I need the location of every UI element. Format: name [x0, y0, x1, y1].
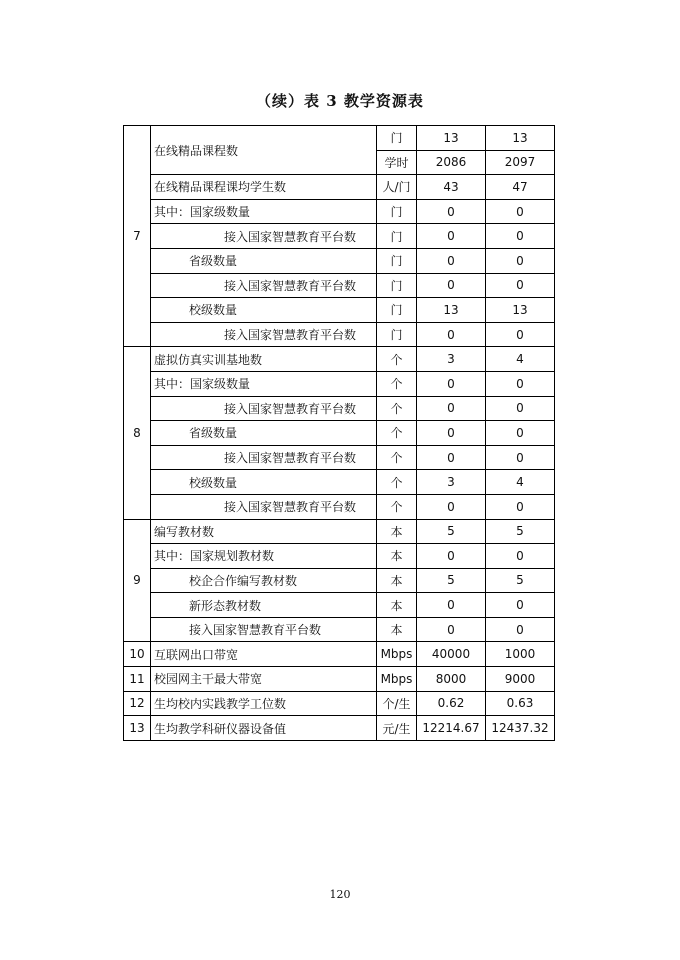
unit-cell: 门 [377, 273, 417, 298]
unit-cell: 个 [377, 371, 417, 396]
table-row [124, 371, 555, 396]
item-name: 生均教学科研仪器设备值 [151, 716, 377, 741]
item-name: 新形态教材数 [151, 593, 377, 618]
item-name: 接入国家智慧教育平台数 [151, 494, 377, 519]
value-cell: 0 [417, 322, 486, 347]
value-cell: 0 [486, 544, 555, 569]
item-name: 接入国家智慧教育平台数 [151, 396, 377, 421]
value-cell: 0 [417, 396, 486, 421]
row-sequence-number: 13 [124, 716, 151, 741]
table-row [124, 544, 555, 569]
value-cell: 0 [417, 593, 486, 618]
item-name: 在线精品课程课均学生数 [151, 175, 377, 200]
item-name: 其中：国家级数量 [151, 199, 377, 224]
value-cell: 0 [417, 371, 486, 396]
table-row [124, 667, 555, 692]
item-name: 在线精品课程数 [151, 126, 377, 175]
value-cell: 0.62 [417, 691, 486, 716]
row-sequence-number: 7 [124, 126, 151, 347]
unit-cell: 门 [377, 248, 417, 273]
value-cell: 0 [486, 593, 555, 618]
value-cell: 2086 [417, 150, 486, 175]
table-row [124, 617, 555, 642]
value-cell: 43 [417, 175, 486, 200]
unit-cell: 个 [377, 421, 417, 446]
value-cell: 0 [486, 445, 555, 470]
row-sequence-number: 10 [124, 642, 151, 667]
value-cell: 8000 [417, 667, 486, 692]
value-cell: 40000 [417, 642, 486, 667]
table-row [124, 396, 555, 421]
value-cell: 0 [486, 273, 555, 298]
value-cell: 5 [417, 568, 486, 593]
value-cell: 0 [417, 617, 486, 642]
value-cell: 0 [417, 273, 486, 298]
value-cell: 4 [486, 347, 555, 372]
value-cell: 0 [486, 494, 555, 519]
item-name: 校园网主干最大带宽 [151, 667, 377, 692]
value-cell: 3 [417, 347, 486, 372]
table-row [124, 224, 555, 249]
value-cell: 12214.67 [417, 716, 486, 741]
value-cell: 0 [417, 494, 486, 519]
unit-cell: 门 [377, 224, 417, 249]
item-name: 接入国家智慧教育平台数 [151, 445, 377, 470]
item-name: 接入国家智慧教育平台数 [151, 322, 377, 347]
item-name: 其中：国家规划教材数 [151, 544, 377, 569]
value-cell: 0 [486, 224, 555, 249]
item-name: 校级数量 [151, 298, 377, 323]
value-cell: 0 [486, 421, 555, 446]
row-sequence-number: 11 [124, 667, 151, 692]
row-sequence-number: 12 [124, 691, 151, 716]
unit-cell: 个 [377, 470, 417, 495]
unit-cell: Mbps [377, 642, 417, 667]
value-cell: 13 [417, 298, 486, 323]
item-name: 编写教材数 [151, 519, 377, 544]
unit-cell: 本 [377, 544, 417, 569]
page-number: 120 [329, 888, 351, 901]
item-name: 省级数量 [151, 421, 377, 446]
value-cell: 0 [417, 248, 486, 273]
unit-cell: 本 [377, 519, 417, 544]
value-cell: 0 [417, 421, 486, 446]
unit-cell: 学时 [377, 150, 417, 175]
item-name: 其中：国家级数量 [151, 371, 377, 396]
item-name: 互联网出口带宽 [151, 642, 377, 667]
row-sequence-number: 8 [124, 347, 151, 519]
unit-cell: 门 [377, 126, 417, 151]
table-row [124, 470, 555, 495]
value-cell: 0 [486, 248, 555, 273]
table-row [124, 347, 555, 372]
value-cell: 0 [486, 322, 555, 347]
value-cell: 0 [486, 617, 555, 642]
row-sequence-number: 9 [124, 519, 151, 642]
table-row [124, 199, 555, 224]
value-cell: 9000 [486, 667, 555, 692]
table-row [124, 421, 555, 446]
unit-cell: 个 [377, 347, 417, 372]
table-row [124, 568, 555, 593]
item-name: 校企合作编写教材数 [151, 568, 377, 593]
unit-cell: Mbps [377, 667, 417, 692]
value-cell: 3 [417, 470, 486, 495]
item-name: 接入国家智慧教育平台数 [151, 617, 377, 642]
item-name: 省级数量 [151, 248, 377, 273]
value-cell: 0 [417, 199, 486, 224]
table-row [124, 519, 555, 544]
unit-cell: 本 [377, 617, 417, 642]
value-cell: 2097 [486, 150, 555, 175]
value-cell: 12437.32 [486, 716, 555, 741]
table-row [124, 691, 555, 716]
value-cell: 13 [417, 126, 486, 151]
unit-cell: 门 [377, 199, 417, 224]
unit-cell: 人/门 [377, 175, 417, 200]
teaching-resources-table [123, 125, 555, 741]
table-row [124, 175, 555, 200]
value-cell: 13 [486, 126, 555, 151]
table-row [124, 716, 555, 741]
item-name: 接入国家智慧教育平台数 [151, 273, 377, 298]
unit-cell: 个 [377, 445, 417, 470]
table-row [124, 273, 555, 298]
table-title: （续）表 3 教学资源表 [256, 92, 424, 110]
value-cell: 0.63 [486, 691, 555, 716]
unit-cell: 门 [377, 322, 417, 347]
value-cell: 1000 [486, 642, 555, 667]
value-cell: 0 [417, 224, 486, 249]
value-cell: 4 [486, 470, 555, 495]
unit-cell: 个 [377, 494, 417, 519]
unit-cell: 个 [377, 396, 417, 421]
table-row [124, 642, 555, 667]
item-name: 校级数量 [151, 470, 377, 495]
value-cell: 47 [486, 175, 555, 200]
table-row [124, 494, 555, 519]
table-row [124, 322, 555, 347]
value-cell: 0 [486, 396, 555, 421]
table-row [124, 593, 555, 618]
item-name: 接入国家智慧教育平台数 [151, 224, 377, 249]
item-name: 生均校内实践教学工位数 [151, 691, 377, 716]
value-cell: 0 [486, 371, 555, 396]
item-name: 虚拟仿真实训基地数 [151, 347, 377, 372]
value-cell: 5 [417, 519, 486, 544]
value-cell: 5 [486, 519, 555, 544]
value-cell: 0 [417, 544, 486, 569]
value-cell: 13 [486, 298, 555, 323]
unit-cell: 本 [377, 593, 417, 618]
unit-cell: 个/生 [377, 691, 417, 716]
unit-cell: 门 [377, 298, 417, 323]
table-row [124, 248, 555, 273]
unit-cell: 本 [377, 568, 417, 593]
value-cell: 5 [486, 568, 555, 593]
table-row [124, 445, 555, 470]
table-row [124, 298, 555, 323]
value-cell: 0 [486, 199, 555, 224]
unit-cell: 元/生 [377, 716, 417, 741]
value-cell: 0 [417, 445, 486, 470]
table-row [124, 126, 555, 151]
